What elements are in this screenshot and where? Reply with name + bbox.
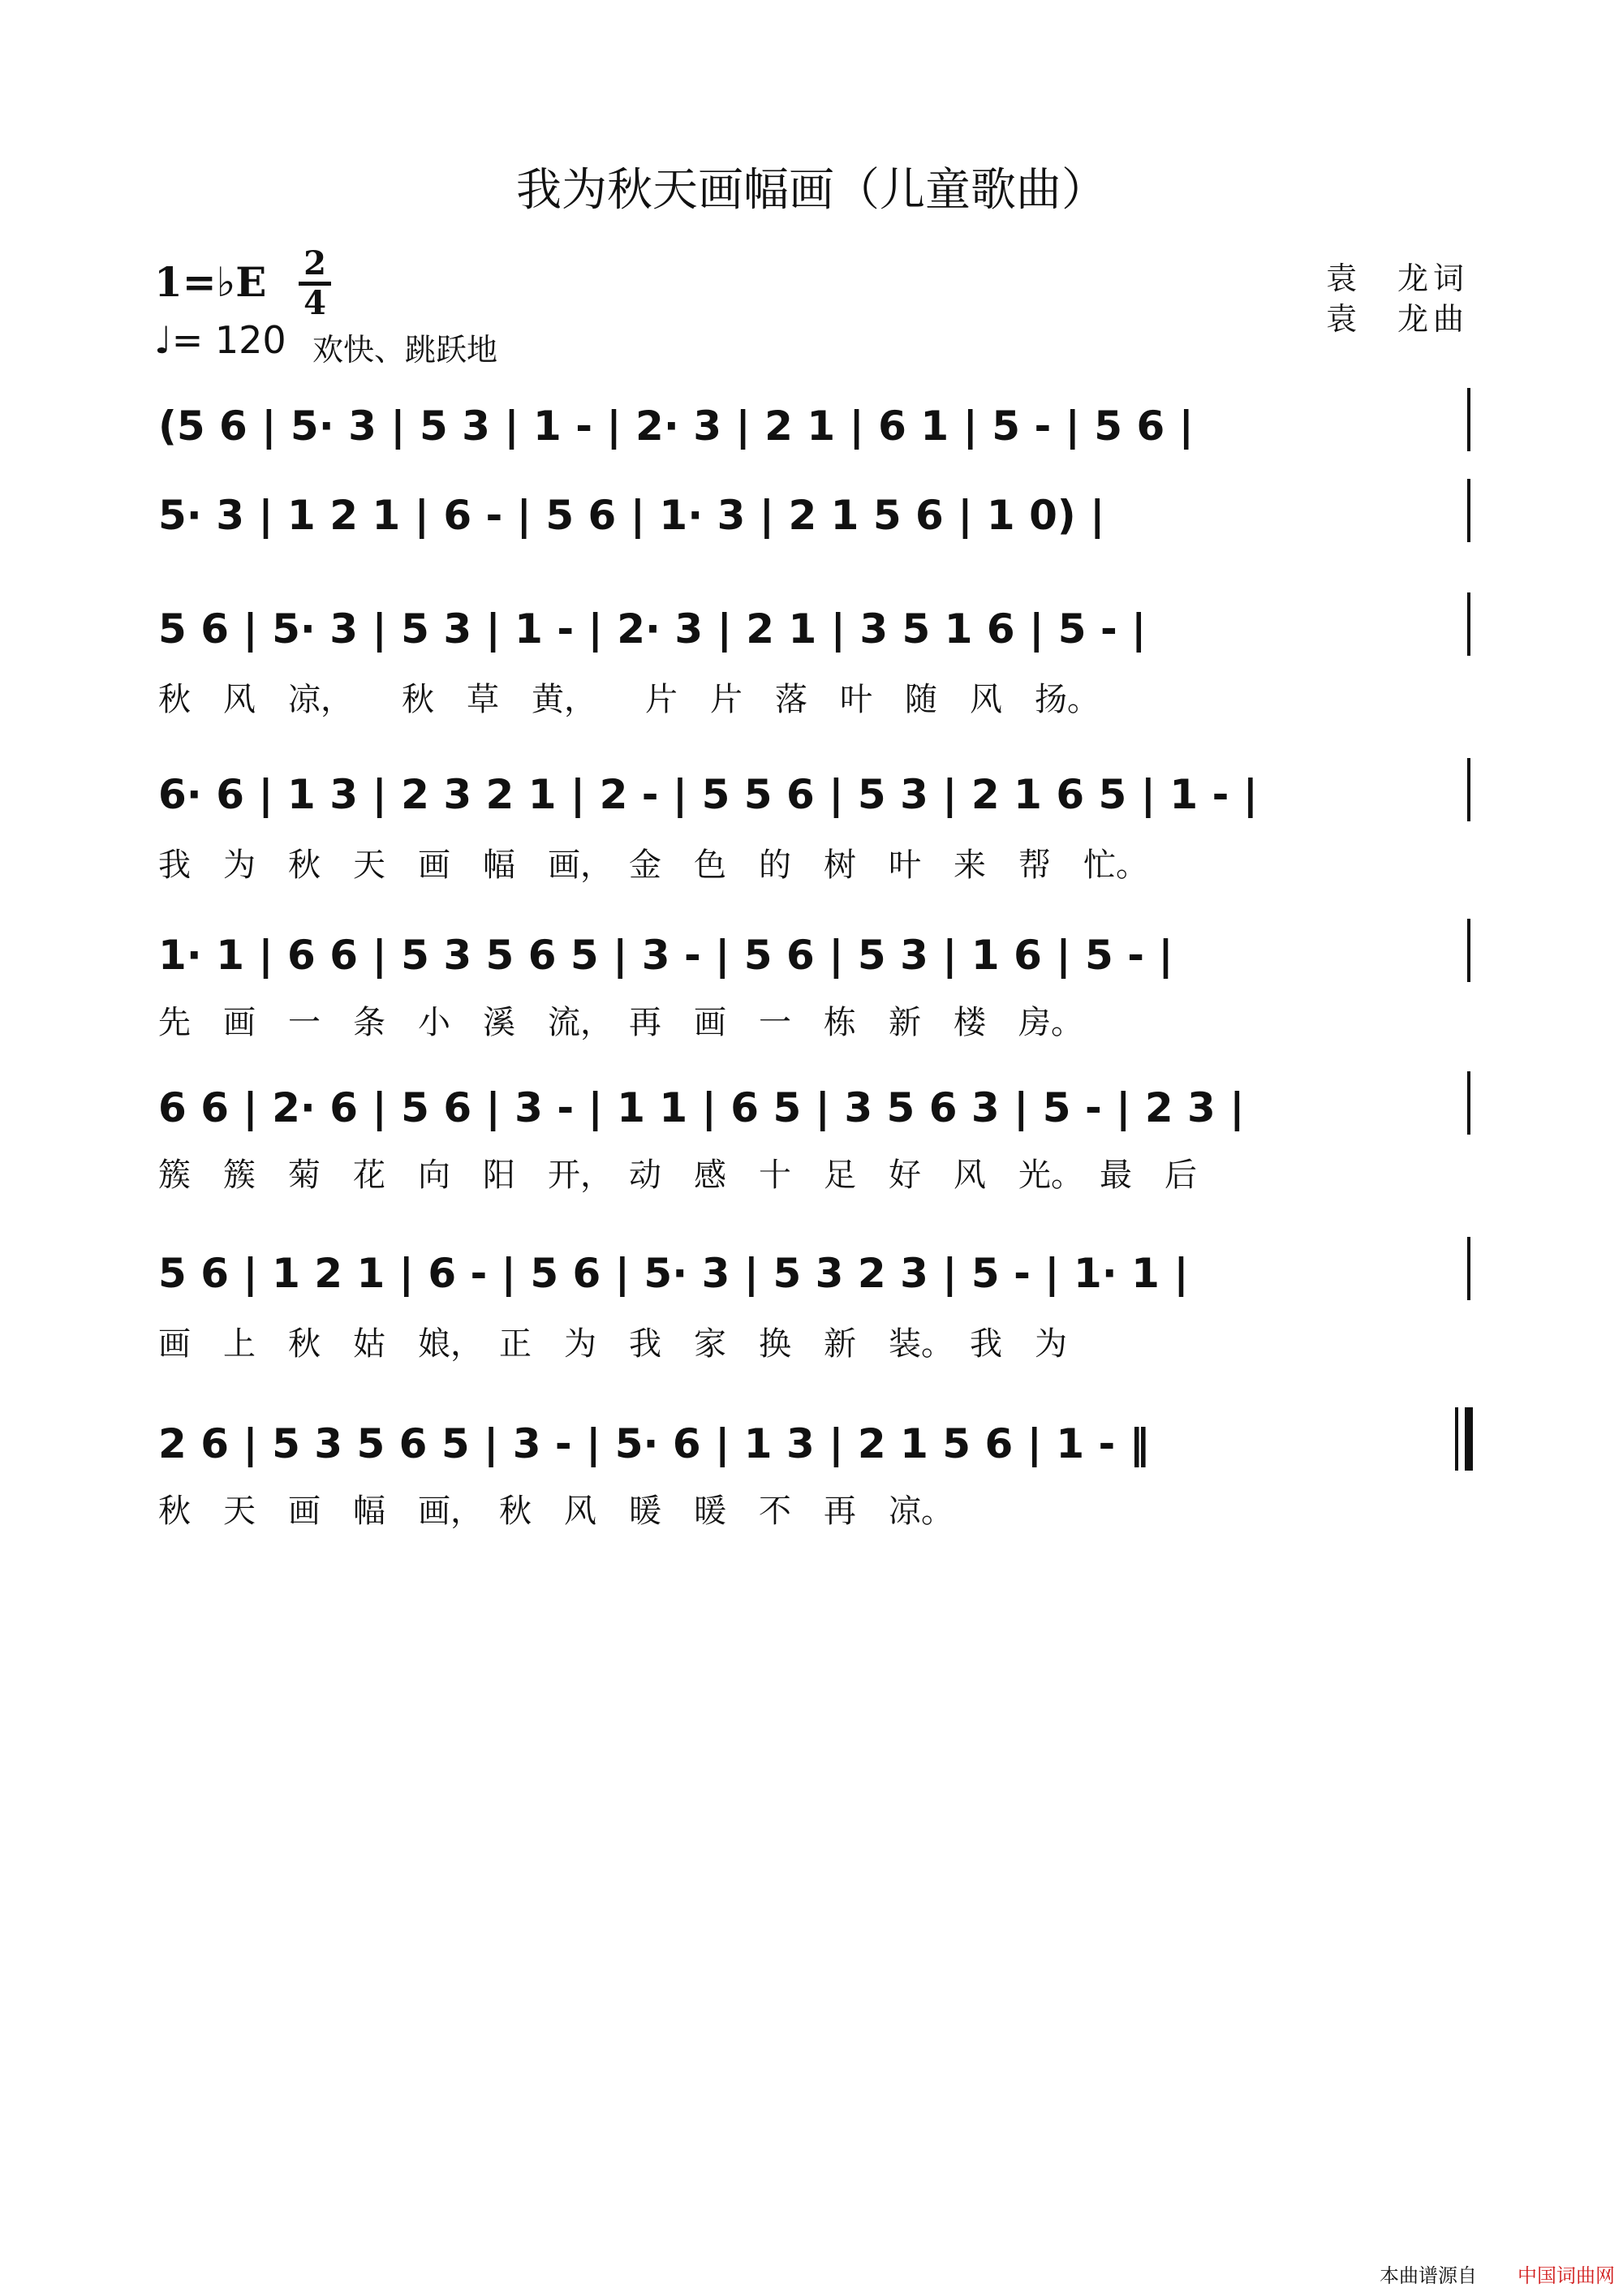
notation-line: (5 6 | 5· 3 | 5 3 | 1 - | 2· 3 | 2 1 | 6 1 | 5 - | 5 6 | [158,403,1194,450]
time-signature-bottom: 4 [304,284,326,322]
footer-site-link[interactable]: 中国词曲网 [1518,2264,1615,2287]
style-marking: 欢快、跳跃地 [312,332,498,368]
notation-line: 6· 6 | 1 3 | 2 3 2 1 | 2 - | 5 5 6 | 5 3 | 2 1 6 5 | 1 - | [158,771,1259,818]
lyric-line: 簇 簇 菊 花 向 阳 开， 动 感 十 足 好 风 光。 最 后 [158,1157,1197,1194]
notation-line: 5 6 | 1 2 1 | 6 - | 5 6 | 5· 3 | 5 3 2 3 | 5 - | 1· 1 | [158,1250,1189,1297]
key-signature: 1=♭E [154,258,267,306]
notation-line: 1· 1 | 6 6 | 5 3 5 6 5 | 3 - | 5 6 | 5 3 | 1 6 | 5 - | [158,932,1173,979]
lyric-line: 我 为 秋 天 画 幅 画， 金 色 的 树 叶 来 帮 忙。 [158,846,1148,884]
notation-line: 5 6 | 5· 3 | 5 3 | 1 - | 2· 3 | 2 1 | 3 5 1 6 | 5 - | [158,605,1147,653]
lyricist-credit: 袁 龙词 [1325,261,1469,296]
page-title: 我为秋天画幅画（儿童歌曲） [516,164,1107,217]
footer-source: 本曲谱源自 [1380,2264,1477,2287]
composer-credit: 袁 龙曲 [1325,301,1469,337]
lyric-line: 秋 风 凉， 秋 草 黄， 片 片 落 叶 随 风 扬。 [158,681,1100,718]
notation-line: 6 6 | 2· 6 | 5 6 | 3 - | 1 1 | 6 5 | 3 5 6 3 | 5 - | 2 3 | [158,1084,1245,1131]
lyric-line: 秋 天 画 幅 画， 秋 风 暖 暖 不 再 凉。 [158,1493,954,1530]
lyric-line: 画 上 秋 姑 娘， 正 为 我 家 换 新 装。 我 为 [158,1325,1067,1363]
notation-line: 2 6 | 5 3 5 6 5 | 3 - | 5· 6 | 1 3 | 2 1 5 6 | 1 - ‖ [158,1420,1150,1467]
notation-line: 5· 3 | 1 2 1 | 6 - | 5 6 | 1· 3 | 2 1 5 6 | 1 0) | [158,492,1105,539]
time-signature-top: 2 [304,244,326,282]
lyric-line: 先 画 一 条 小 溪 流， 再 画 一 栋 新 楼 房。 [158,1004,1083,1041]
tempo-marking: ♩= 120 [154,318,286,362]
